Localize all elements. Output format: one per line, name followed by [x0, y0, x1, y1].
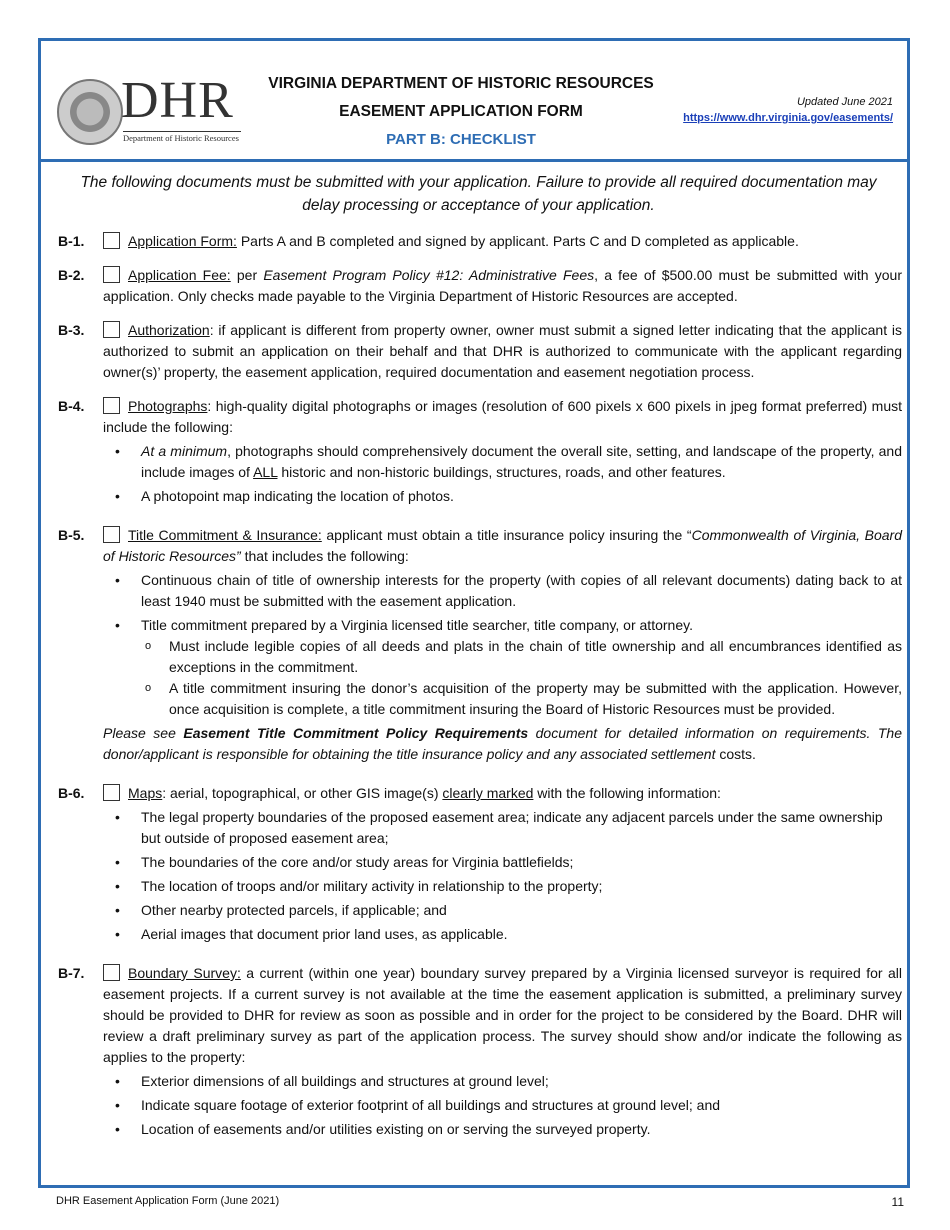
easements-link[interactable]: https://www.dhr.virginia.gov/easements/: [683, 112, 893, 124]
checklist-item-b1: [55, 231, 902, 252]
note-text: document for detailed information on requirements. The donor/applicant is responsible for obtaining the title insurance policy and any associated settlement: [103, 725, 902, 762]
item-label: Boundary Survey:: [128, 965, 241, 981]
checkbox-b4[interactable]: [103, 397, 120, 414]
agency-title: VIRGINIA DEPARTMENT OF HISTORIC RESOURCES: [268, 75, 654, 92]
item-label: Maps: [128, 785, 163, 801]
checklist-item-b4: [55, 396, 902, 507]
item-label: Application Form:: [128, 233, 237, 249]
list-item: • Aerial images that document prior land uses, as applicable.: [141, 924, 902, 945]
list-item: • Other nearby protected parcels, if applicable; and: [141, 900, 902, 921]
dhr-logo: [57, 72, 243, 145]
sub-list-item: o A title commitment insuring the donor’s acquisition of the property may be submitted with the application. However, once acquisition is complete, a title commitment insuring the Board of Historic Resources must be provided.: [169, 678, 902, 720]
sub-list-item: o Must include legible copies of all deeds and plats in the chain of title ownership and all encumbrances identified as exceptions in the commitment.: [169, 636, 902, 678]
item-number: B-7.: [58, 965, 85, 981]
bullet-list: [103, 570, 902, 720]
item-number: B-4.: [58, 398, 85, 414]
updated-date: Updated June 2021: [796, 96, 893, 108]
item-number: B-5.: [58, 527, 85, 543]
list-item: • Indicate square footage of exterior footprint of all buildings and structures at ground level; and: [141, 1095, 902, 1116]
list-item: • Continuous chain of title of ownership interests for the property (with copies of all relevant documents) dating back to at least 1940 must be submitted with the easement application.: [141, 570, 902, 612]
checkbox-b1[interactable]: [103, 232, 120, 249]
item-text: : if applicant is different from property owner, owner must submit a signed letter indicating that the applicant is authorized to submit an application on their behalf and that DHR is authorized to communicate with the applicant regarding owner(s)’ property, the easement application, required documentation and easement negotiation process.: [103, 322, 902, 380]
sub-list: [141, 636, 902, 720]
checklist-item-b6: [55, 783, 902, 945]
checklist-item-b2: [55, 265, 902, 307]
list-item: • The boundaries of the core and/or study areas for Virginia battlefields;: [141, 852, 902, 873]
footer-title: DHR Easement Application Form (June 2021): [56, 1195, 280, 1207]
part-title: PART B: CHECKLIST: [386, 131, 536, 148]
item-number: B-1.: [58, 233, 85, 249]
item-text: , a fee of $500.00 must be submitted with your application. Only checks made payable to the Virginia Department of Historic Resources are accepted.: [103, 267, 903, 304]
list-item: • The legal property boundaries of the proposed easement area; indicate any adjacent parcels under the same ownership but outside of proposed easement area;: [141, 807, 902, 849]
checklist-item-b5: [55, 525, 902, 765]
item-label: Title Commitment & Insurance:: [128, 527, 322, 543]
emphasis: ALL: [253, 464, 278, 480]
list-item: [141, 441, 902, 483]
item-number: B-3.: [58, 322, 85, 338]
checkbox-b5[interactable]: [103, 526, 120, 543]
checklist-item-b3: [55, 320, 902, 383]
item-text: : high-quality digital photographs or images (resolution of 600 pixels x 600 pixels in jpeg format preferred) must include the following:: [103, 398, 902, 435]
item-text: Parts A and B completed and signed by applicant. Parts C and D completed as applicable.: [236, 233, 799, 249]
item-text: : aerial, topographical, or other GIS image(s): [162, 785, 443, 801]
item-text: with the following information:: [533, 785, 721, 801]
item-label: Application Fee:: [128, 267, 231, 283]
item-text: per: [230, 267, 264, 283]
logo-text: DHR: [121, 72, 234, 129]
item-number: B-2.: [58, 267, 85, 283]
intro-text: The following documents must be submitted with your application. Failure to provide all required documentation may delay processing or acceptance of your application.: [80, 174, 877, 214]
checklist: [55, 169, 902, 1153]
list-item: • The location of troops and/or military activity in relationship to the property;: [141, 876, 902, 897]
policy-name: Easement Program Policy #12: Administrative Fees: [263, 267, 595, 283]
checklist-item-b7: [55, 963, 902, 1140]
checkbox-b7[interactable]: [103, 964, 120, 981]
list-text: historic and non-historic buildings, structures, roads, and other features.: [277, 464, 726, 480]
checkbox-b6[interactable]: [103, 784, 120, 801]
list-item: • Exterior dimensions of all buildings and structures at ground level;: [141, 1071, 902, 1092]
item-text: a current (within one year) boundary survey prepared by a Virginia licensed surveyor is required for all easement projects. If a current survey is not available at the time the easement application is submitted, a preliminary survey should be provided to DHR for review as soon as possible and in order for the project to be considered by the Board. DHR will review a draft preliminary survey as part of the application process. The survey should show and/or indicate the following as applies to the property:: [103, 965, 902, 1065]
item-text: applicant must obtain a title insurance policy insuring the “: [321, 527, 692, 543]
logo-subtitle: Department of Historic Resources: [123, 131, 241, 143]
policy-document-name: Easement Title Commitment Policy Requirements: [183, 725, 529, 741]
bullet-list: [103, 807, 902, 945]
bullet-list: [103, 1071, 902, 1140]
checkbox-b2[interactable]: [103, 266, 120, 283]
list-item: • A photopoint map indicating the location of photos.: [141, 486, 902, 507]
item-number: B-6.: [58, 785, 85, 801]
item-text: that includes the following:: [240, 548, 409, 564]
title-note: [103, 723, 902, 765]
emphasis: At a minimum: [141, 443, 228, 459]
checkbox-b3[interactable]: [103, 321, 120, 338]
list-text: , photographs should comprehensively document the overall site, setting, and landscape of the property, and include images of: [141, 443, 902, 480]
list-item: • Location of easements and/or utilities existing on or serving the surveyed property.: [141, 1119, 902, 1140]
form-title: EASEMENT APPLICATION FORM: [339, 103, 583, 120]
header-divider: [41, 159, 907, 162]
note-text: costs.: [715, 746, 756, 762]
note-text: Please see: [103, 725, 184, 741]
page-number: 11: [891, 1195, 904, 1209]
page-frame: [38, 38, 910, 1188]
bullet-list: [103, 441, 902, 507]
item-label: Authorization: [128, 322, 210, 338]
virginia-seal-icon: [57, 79, 123, 145]
list-item: [141, 615, 902, 720]
emphasis: clearly marked: [442, 785, 534, 801]
insured-party: Commonwealth of Virginia, Board of Historic Resources”: [103, 527, 903, 564]
list-text: Title commitment prepared by a Virginia licensed title searcher, title company, or attorney.: [141, 617, 693, 633]
item-label: Photographs: [128, 398, 208, 414]
